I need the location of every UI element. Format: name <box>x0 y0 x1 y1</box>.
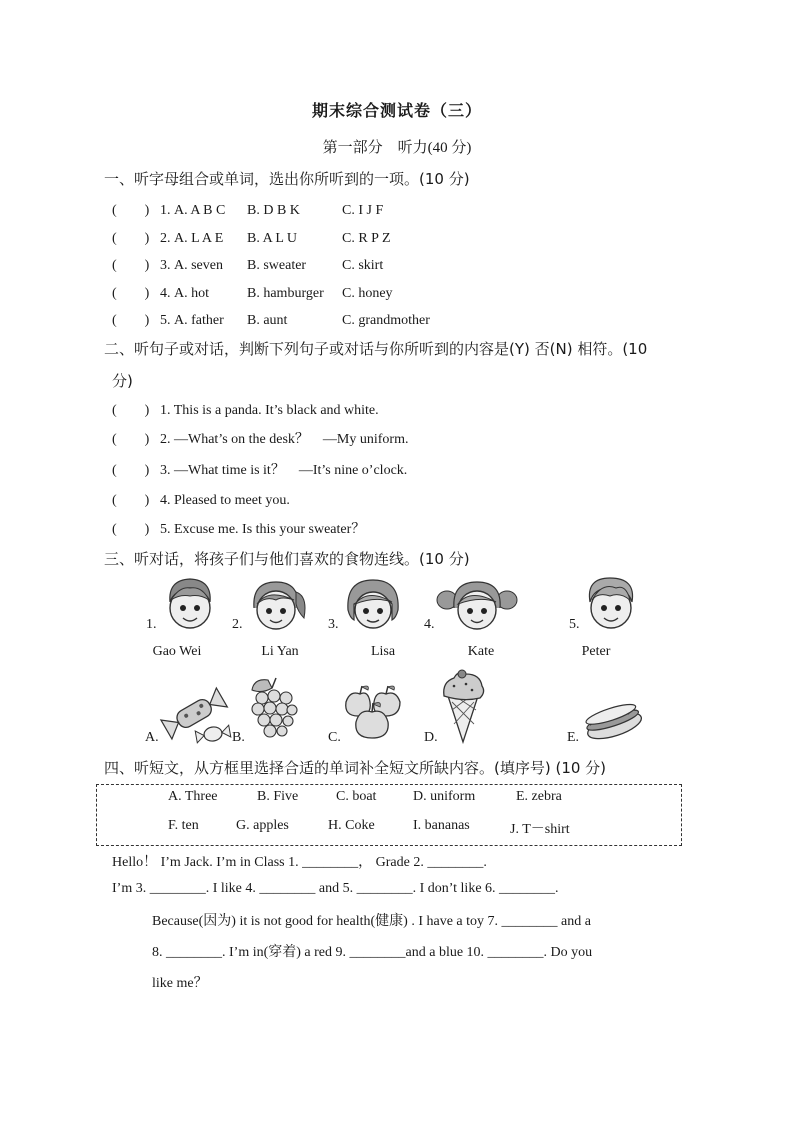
food-letter: C. <box>328 730 341 745</box>
word-bank-row <box>0 818 794 838</box>
option-c: C. skirt <box>342 258 384 273</box>
question-text: 3. —What time is it？ —It’s nine o’clock. <box>160 463 408 478</box>
question-number: 1. <box>160 203 171 218</box>
question-row <box>112 199 383 219</box>
option-a: A. seven <box>174 258 223 273</box>
kid-name: Gao Wei <box>152 644 202 659</box>
section-2-heading-cont: 分) <box>112 372 133 390</box>
option-b: B. sweater <box>247 258 307 273</box>
kid-number: 2. <box>232 617 243 632</box>
answer-paren[interactable]: ( ) <box>112 286 150 301</box>
section-1-heading: 一、听字母组合或单词，选出你所听到的一项。(10 分) <box>104 170 470 188</box>
question-number: 2. <box>160 231 171 246</box>
question-row <box>112 254 383 274</box>
answer-paren[interactable]: ( ) <box>112 258 150 273</box>
apples-icon <box>342 682 404 744</box>
kid-number: 1. <box>146 617 157 632</box>
grapes-icon <box>246 676 298 744</box>
section-4-heading: 四、听短文，从方框里选择合适的单词补全短文所缺内容。(填序号) (10 分) <box>104 759 607 777</box>
word-bank-row <box>0 789 794 809</box>
question-row <box>112 227 391 247</box>
food-letter: A. <box>145 730 159 745</box>
option-c: C. grandmother <box>342 313 430 328</box>
food-letter: D. <box>424 730 438 745</box>
question-text: 5. Excuse me. Is this your sweater？ <box>160 522 366 537</box>
food-letter: B. <box>232 730 245 745</box>
option-b: B. hamburger <box>247 286 324 301</box>
section-2-heading: 二、听句子或对话，判断下列句子或对话与你所听到的内容是(Y) 否(N) 相符。(10 <box>104 340 648 358</box>
option-b: B. aunt <box>247 313 288 328</box>
option-c: C. honey <box>342 286 393 301</box>
word-option: D. uniform <box>413 789 476 804</box>
answer-paren[interactable]: ( ) <box>112 463 150 478</box>
question-text: 2. —What’s on the desk？ —My uniform. <box>160 432 409 447</box>
food-letter: E. <box>567 730 580 745</box>
word-option: I. bananas <box>413 818 470 833</box>
option-c: C. I J F <box>342 203 384 218</box>
passage-line: Hello！ I’m Jack. I’m in Class 1. ________， Grade 2. ________. <box>112 855 487 870</box>
question-row <box>112 459 407 479</box>
word-option: A. Three <box>168 789 218 804</box>
question-number: 5. <box>160 313 171 328</box>
kid-number: 5. <box>569 617 580 632</box>
passage-line: I’m 3. ________. I like 4. ________ and 5. ________. I don’t like 6. ________. <box>112 881 559 896</box>
passage-line: like me？ <box>152 976 208 991</box>
passage-line: 8. ________. I’m in(穿着) a red 9. ________and a blue 10. ________. Do you <box>152 945 593 960</box>
answer-paren[interactable]: ( ) <box>112 203 150 218</box>
kid-number: 3. <box>328 617 339 632</box>
girl-face-icon <box>342 576 404 634</box>
hot-dog-icon <box>582 698 644 744</box>
word-option: B. Five <box>257 789 299 804</box>
answer-paren[interactable]: ( ) <box>112 231 150 246</box>
question-row <box>112 518 365 538</box>
ice-cream-icon <box>438 668 488 744</box>
option-b: B. A L U <box>247 231 298 246</box>
answer-paren[interactable]: ( ) <box>112 313 150 328</box>
question-row <box>112 489 290 509</box>
girl-face-icon <box>246 578 308 634</box>
option-b: B. D B K <box>247 203 300 218</box>
word-option: F. ten <box>168 818 199 833</box>
word-option: G. apples <box>236 818 289 833</box>
question-row <box>112 282 393 302</box>
option-a: A. hot <box>174 286 209 301</box>
option-a: A. A B C <box>174 203 226 218</box>
question-number: 3. <box>160 258 171 273</box>
answer-paren[interactable]: ( ) <box>112 493 150 508</box>
question-number: 4. <box>160 286 171 301</box>
answer-paren[interactable]: ( ) <box>112 432 150 447</box>
page-subtitle: 第一部分 听力(40 分) <box>322 140 472 156</box>
kid-name: Peter <box>581 644 611 659</box>
question-row <box>112 399 379 419</box>
girl-pigtails-face-icon <box>436 578 518 634</box>
kid-name: Lisa <box>370 644 396 659</box>
question-text: 4. Pleased to meet you. <box>160 493 290 508</box>
word-option: J. T－shirt <box>510 822 570 837</box>
kid-name: Kate <box>467 644 495 659</box>
boy-face-icon <box>160 574 220 634</box>
option-c: C. R P Z <box>342 231 391 246</box>
candy-icon <box>158 682 232 744</box>
question-row <box>112 309 430 329</box>
option-a: A. L A E <box>174 231 224 246</box>
page-title: 期末综合测试卷（三） <box>311 101 482 120</box>
question-text: 1. This is a panda. It’s black and white. <box>160 403 379 418</box>
word-option: C. boat <box>336 789 377 804</box>
option-a: A. father <box>174 313 224 328</box>
kid-name: Li Yan <box>261 644 299 659</box>
answer-paren[interactable]: ( ) <box>112 403 150 418</box>
boy-face-icon <box>580 574 642 634</box>
question-row <box>112 428 408 448</box>
section-3-heading: 三、听对话，将孩子们与他们喜欢的食物连线。(10 分) <box>104 550 470 568</box>
kid-number: 4. <box>424 617 435 632</box>
word-option: E. zebra <box>516 789 562 804</box>
answer-paren[interactable]: ( ) <box>112 522 150 537</box>
word-option: H. Coke <box>328 818 375 833</box>
passage-line: Because(因为) it is not good for health(健康) . I have a toy 7. ________ and a <box>152 914 591 929</box>
